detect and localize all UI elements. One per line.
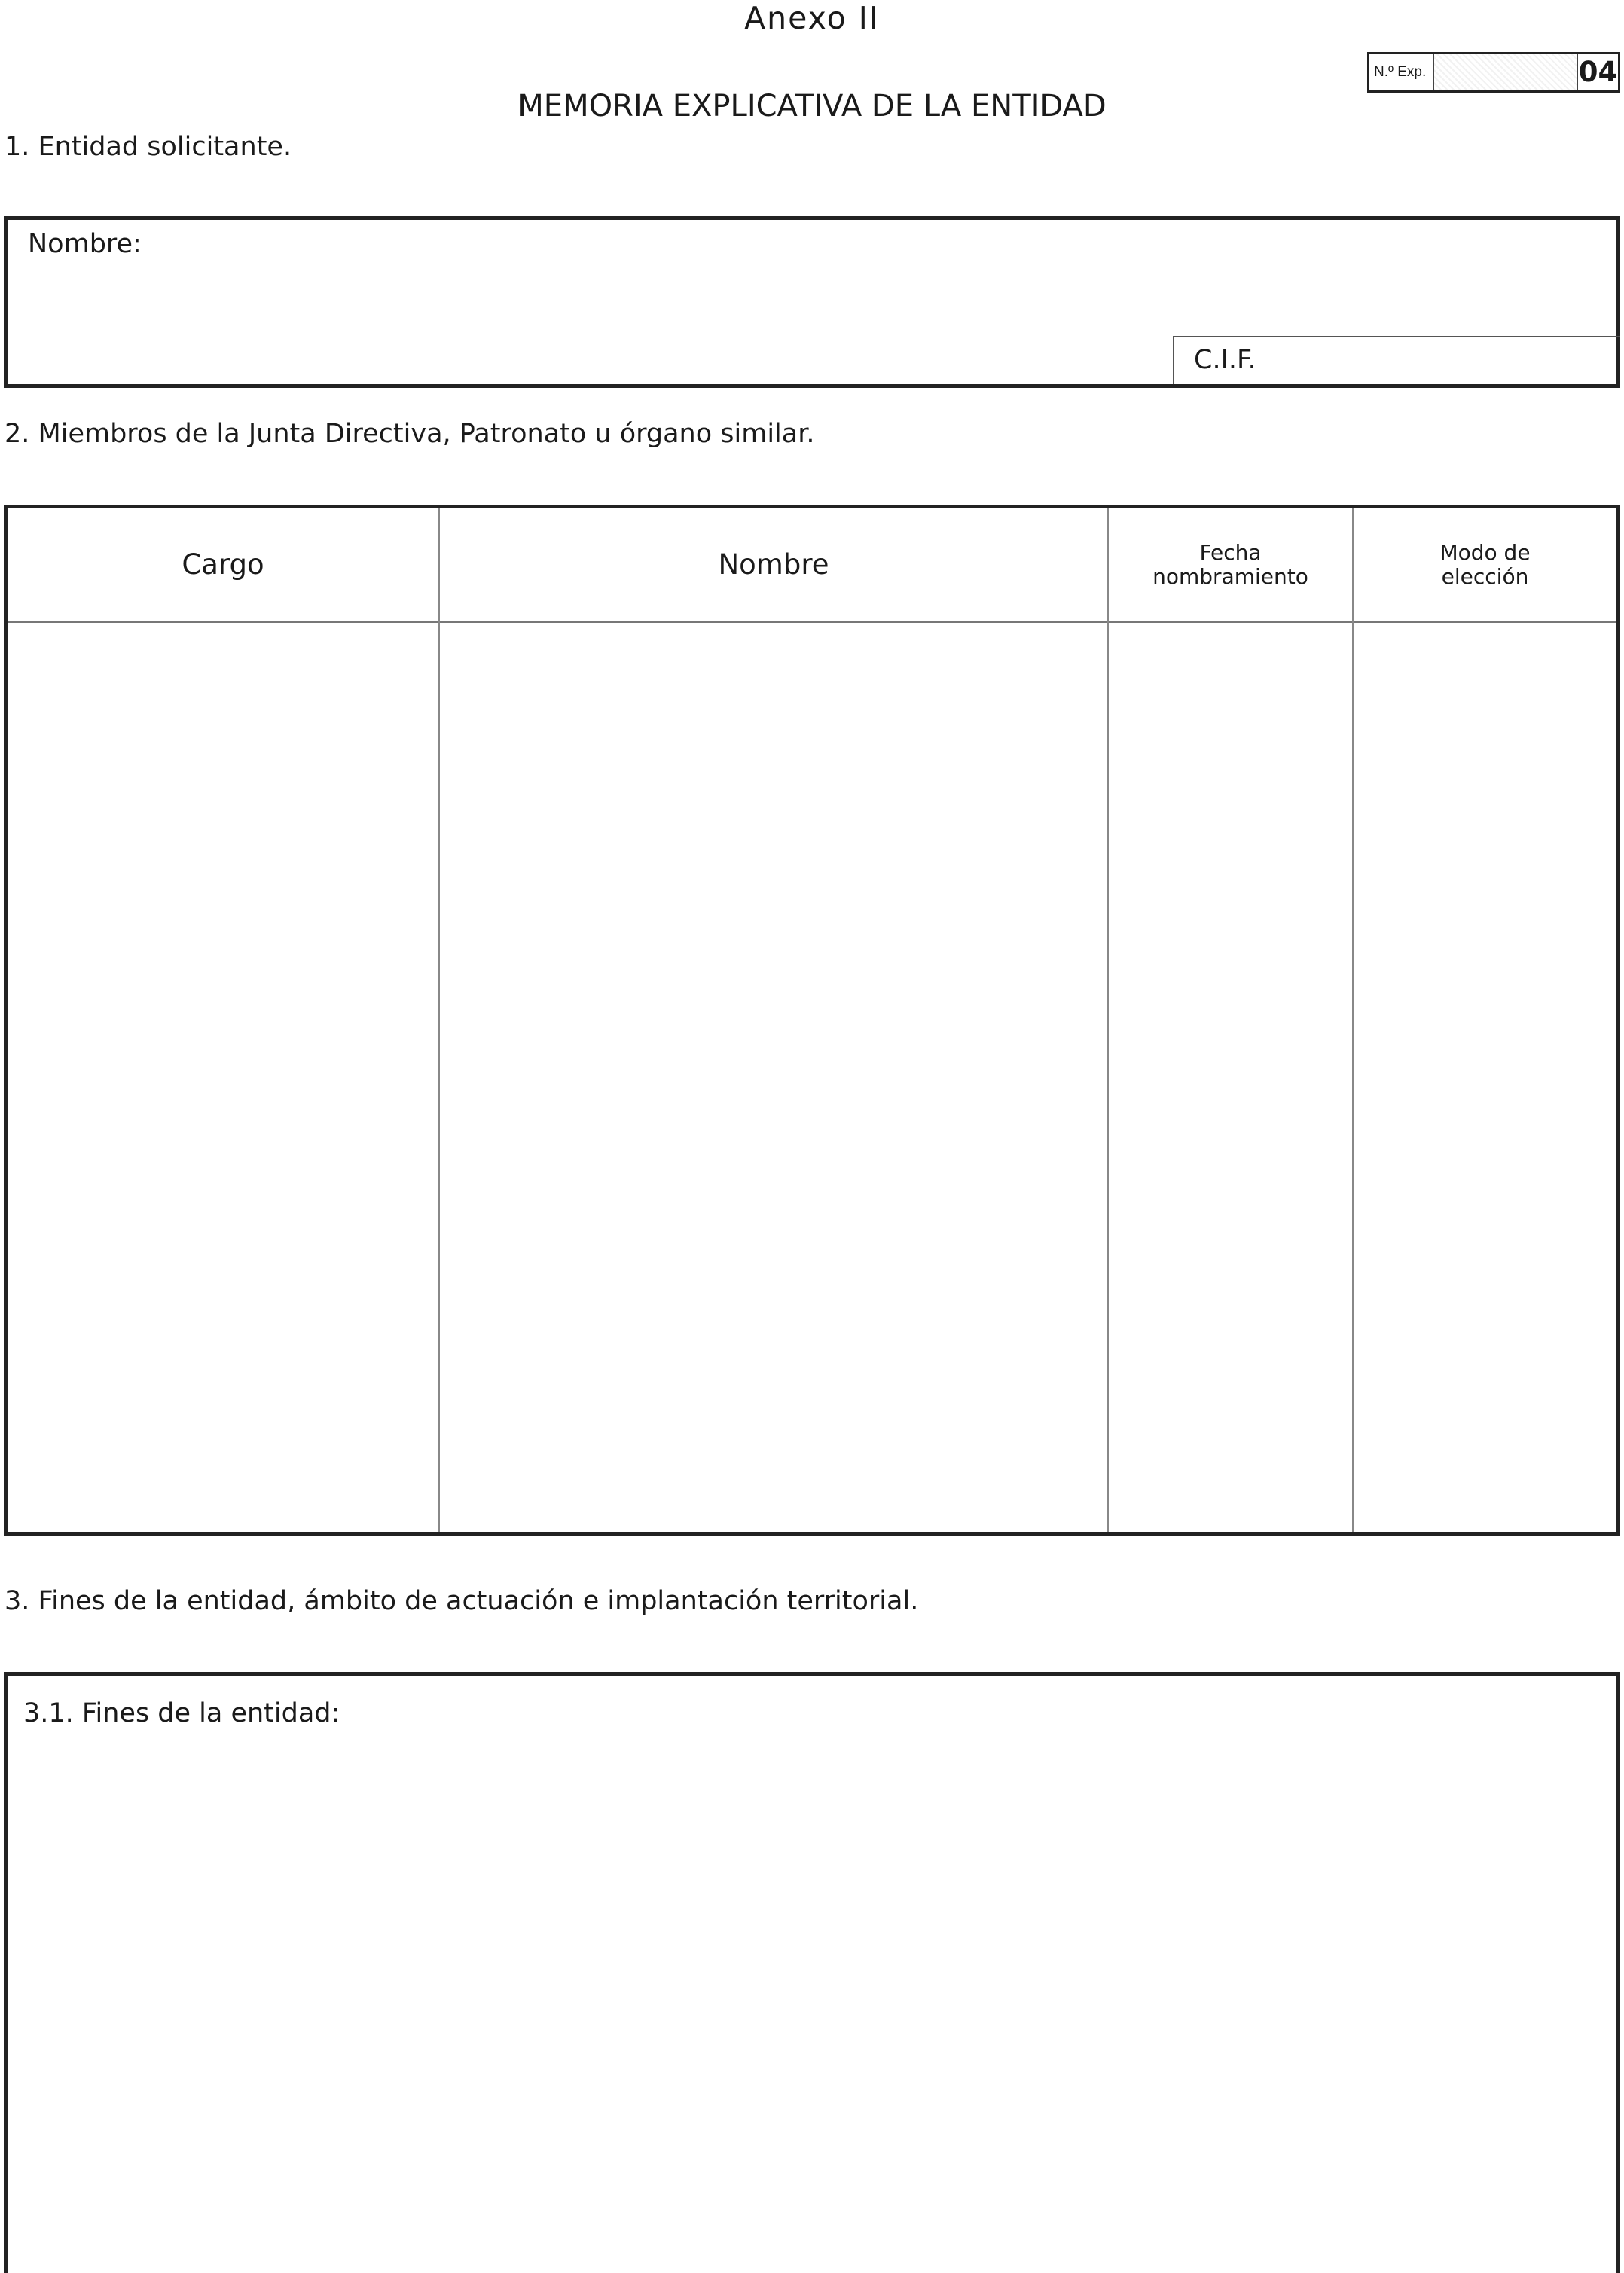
column-header-label-line: Fecha <box>1199 540 1262 565</box>
column-header-label: Cargo <box>182 548 264 581</box>
modo-column-cells[interactable] <box>1354 623 1616 1532</box>
fines-label: 3.1. Fines de la entidad: <box>23 1698 340 1728</box>
section-1-heading: 1. Entidad solicitante. <box>5 132 292 162</box>
expediente-number-field[interactable] <box>1434 54 1577 90</box>
cif-label: C.I.F. <box>1194 345 1256 375</box>
column-header-label-line: Modo de <box>1439 540 1531 565</box>
expediente-label: N.º Exp. <box>1369 54 1434 90</box>
entity-name-label: Nombre: <box>28 229 142 259</box>
cif-field[interactable] <box>1173 336 1620 384</box>
section-3-heading: 3. Fines de la entidad, ámbito de actuación e implantación territorial. <box>5 1586 919 1616</box>
entity-name-field[interactable] <box>4 216 1620 388</box>
annex-title: Anexo II <box>744 0 880 36</box>
page-title: MEMORIA EXPLICATIVA DE LA ENTIDAD <box>517 89 1107 124</box>
members-table <box>4 505 1620 1536</box>
cargo-column-cells[interactable] <box>8 623 438 1532</box>
expediente-box <box>1367 52 1620 93</box>
nombre-column-cells[interactable] <box>440 623 1107 1532</box>
column-header-label-line: nombramiento <box>1152 564 1308 589</box>
form-code: 04 <box>1577 54 1618 90</box>
fines-field[interactable] <box>4 1672 1620 2273</box>
column-header-cargo <box>8 508 438 621</box>
section-2-heading: 2. Miembros de la Junta Directiva, Patronato u órgano similar. <box>5 419 815 449</box>
column-header-modo-eleccion <box>1354 508 1616 621</box>
column-header-nombre <box>440 508 1107 621</box>
column-header-label: Nombre <box>718 548 829 581</box>
column-header-fecha-nombramiento <box>1109 508 1352 621</box>
fecha-column-cells[interactable] <box>1109 623 1352 1532</box>
column-header-label-line: elección <box>1441 564 1529 589</box>
